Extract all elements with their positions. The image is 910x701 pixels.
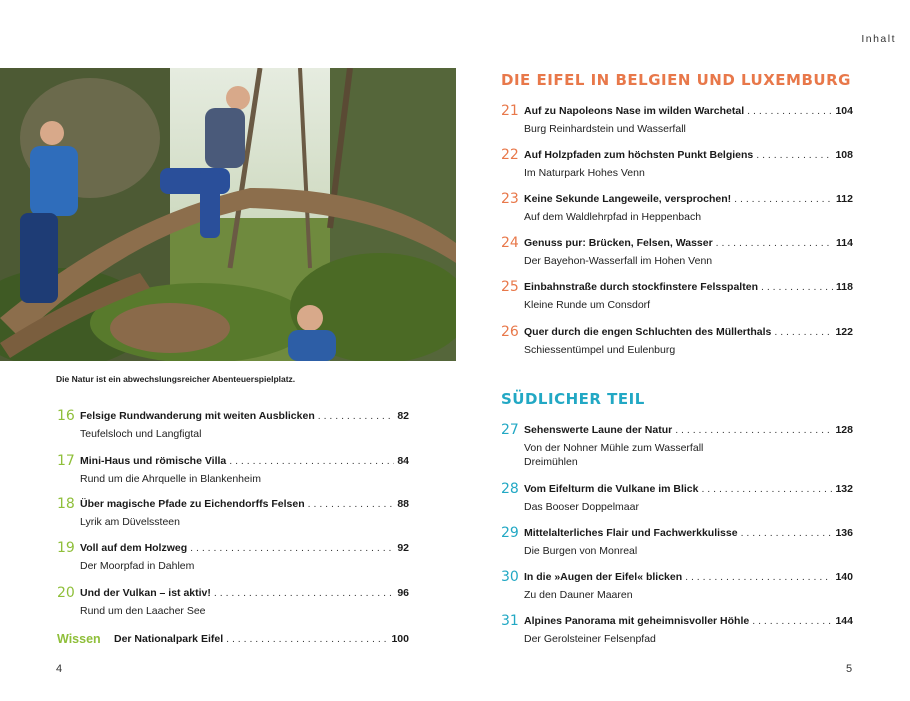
leader-dots bbox=[752, 615, 832, 627]
entry-title: Über magische Pfade zu Eichendorffs Felsen bbox=[80, 498, 305, 510]
section-header: Inhalt bbox=[861, 33, 896, 45]
entry-subtitle: Die Burgen von Monreal bbox=[524, 545, 638, 557]
entry-title: Auf Holzpfaden zum höchsten Punkt Belgiens bbox=[524, 149, 754, 161]
entry-number: 31 bbox=[501, 613, 519, 629]
entry-number: 21 bbox=[501, 103, 519, 119]
entry-title: Sehenswerte Laune der Natur bbox=[524, 424, 673, 436]
entry-title: Der Nationalpark Eifel bbox=[114, 633, 224, 645]
entry-title: Alpines Panorama mit geheimnisvoller Höhle bbox=[524, 615, 750, 627]
entry-subtitle: Das Booser Doppelmaar bbox=[524, 501, 639, 513]
entry-subtitle: Der Bayehon-Wasserfall im Hohen Venn bbox=[524, 255, 713, 267]
entry-subtitle: Kleine Runde um Consdorf bbox=[524, 299, 651, 311]
leader-dots bbox=[308, 498, 395, 510]
entry-number: 22 bbox=[501, 147, 519, 163]
leader-dots bbox=[734, 193, 833, 205]
entry-page: 122 bbox=[835, 326, 853, 338]
leader-dots bbox=[190, 542, 394, 554]
entry-number: 26 bbox=[501, 324, 519, 340]
leader-dots bbox=[675, 424, 832, 436]
entry-subtitle: Lyrik am Düvelssteen bbox=[80, 516, 180, 528]
entry-page: 136 bbox=[835, 527, 853, 539]
entry-page: 108 bbox=[835, 149, 853, 161]
page-number-right: 5 bbox=[846, 663, 853, 675]
photo-caption: Die Natur ist ein abwechslungsreicher Abenteuerspielplatz. bbox=[56, 374, 296, 384]
entry-page: 100 bbox=[391, 633, 409, 645]
entry-title: Voll auf dem Holzweg bbox=[80, 542, 188, 554]
wissen-word: Wissen bbox=[57, 632, 101, 646]
leader-dots bbox=[747, 105, 832, 117]
entry-number: 20 bbox=[57, 585, 75, 601]
entry-page: 118 bbox=[836, 281, 853, 293]
entry-number: 27 bbox=[501, 422, 519, 438]
section-title-belgien: DIE EIFEL IN BELGIEN UND LUXEMBURG bbox=[501, 71, 851, 89]
entry-page: 96 bbox=[397, 587, 409, 599]
entry-subtitle: Der Moorpfad in Dahlem bbox=[80, 560, 195, 572]
entry-title: Vom Eifelturm die Vulkane im Blick bbox=[524, 483, 699, 495]
entry-number: 19 bbox=[57, 540, 75, 556]
entry-title: Einbahnstraße durch stockfinstere Felsspalten bbox=[524, 281, 758, 293]
entry-page: 92 bbox=[397, 542, 409, 554]
entry-title: Felsige Rundwanderung mit weiten Ausblicken bbox=[80, 410, 315, 422]
entry-page: 140 bbox=[835, 571, 853, 583]
leader-dots bbox=[701, 483, 832, 495]
entry-number: 23 bbox=[501, 191, 519, 207]
entry-subtitle: Zu den Dauner Maaren bbox=[524, 589, 633, 601]
entry-subtitle: Rund um den Laacher See bbox=[80, 605, 206, 617]
entry-subtitle: Schiessentümpel und Eulenburg bbox=[524, 344, 676, 356]
entry-number: 18 bbox=[57, 496, 75, 512]
leader-dots bbox=[756, 149, 832, 161]
entry-page: 84 bbox=[397, 455, 409, 467]
section-title-sued: SÜDLICHER TEIL bbox=[501, 390, 645, 408]
leader-dots bbox=[761, 281, 833, 293]
page-number-left: 4 bbox=[56, 663, 63, 675]
entry-subtitle: Rund um die Ahrquelle in Blankenheim bbox=[80, 473, 261, 485]
entry-page: 144 bbox=[835, 615, 853, 627]
entry-page: 132 bbox=[835, 483, 853, 495]
leader-dots bbox=[214, 587, 394, 599]
entry-number: 28 bbox=[501, 481, 519, 497]
entry-page: 82 bbox=[397, 410, 409, 422]
entry-title: Mittelalterliches Flair und Fachwerkkulisse bbox=[524, 527, 738, 539]
entry-title: Auf zu Napoleons Nase im wilden Warchetal bbox=[524, 105, 745, 117]
entry-page: 114 bbox=[836, 237, 853, 249]
entry-page: 112 bbox=[836, 193, 853, 205]
entry-subtitle: Im Naturpark Hohes Venn bbox=[524, 167, 645, 179]
entry-title: Und der Vulkan – ist aktiv! bbox=[80, 587, 211, 599]
entry-subtitle: Teufelsloch und Langfigtal bbox=[80, 428, 202, 440]
entry-number: 30 bbox=[501, 569, 519, 585]
leader-dots bbox=[229, 455, 394, 467]
leader-dots bbox=[741, 527, 833, 539]
leader-dots bbox=[318, 410, 395, 422]
entry-page: 128 bbox=[835, 424, 853, 436]
entry-title: Quer durch die engen Schluchten des Müllerthals bbox=[524, 326, 772, 338]
entry-subtitle: Auf dem Waldlehrpfad in Heppenbach bbox=[524, 211, 702, 223]
entry-title: Genuss pur: Brücken, Felsen, Wasser bbox=[524, 237, 713, 249]
entry-title: In die »Augen der Eifel« blicken bbox=[524, 571, 683, 583]
leader-dots bbox=[226, 633, 388, 645]
entry-title: Mini-Haus und römische Villa bbox=[80, 455, 227, 467]
entry-number: 29 bbox=[501, 525, 519, 541]
entry-number: 16 bbox=[57, 408, 75, 424]
wissen-label bbox=[57, 632, 101, 646]
entry-subtitle: Burg Reinhardstein und Wasserfall bbox=[524, 123, 686, 135]
leader-dots bbox=[774, 326, 832, 338]
leader-dots bbox=[716, 237, 833, 249]
entry-number: 25 bbox=[501, 279, 519, 295]
entry-subtitle: Von der Nohner Mühle zum Wasserfall Dreimühlen bbox=[524, 442, 704, 468]
leader-dots bbox=[685, 571, 832, 583]
entry-subtitle: Der Gerolsteiner Felsenpfad bbox=[524, 633, 656, 645]
entry-number: 24 bbox=[501, 235, 519, 251]
entry-number: 17 bbox=[57, 453, 75, 469]
entry-page: 88 bbox=[397, 498, 409, 510]
forest-photo bbox=[0, 68, 456, 361]
entry-title: Keine Sekunde Langeweile, versprochen! bbox=[524, 193, 732, 205]
entry-page: 104 bbox=[835, 105, 853, 117]
